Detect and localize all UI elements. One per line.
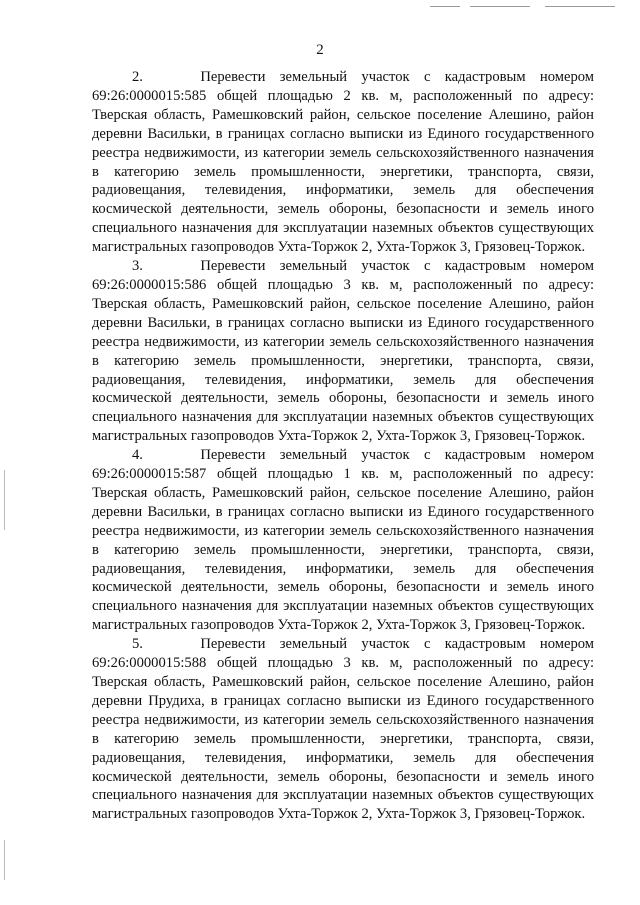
document-body xyxy=(92,68,594,824)
paragraph-text: Перевести земельный участок с кадастровым номером 69:26:0000015:588 общей площадью 3 кв. м, расположенный по адресу: Тверская область, Рамешковский район, сельское поселение Алешино, район деревни Прудиха, в границах согласно выписки из Единого государственного реестра недвижимости, из категории земель сельскохозяйственного назначения в категорию земель промышленности, энергетики, транспорта, связи, радиовещания, телевидения, информатики, земель для обеспечения космической деятельности, земель обороны, безопасности и земель иного специального назначения для эксплуатации наземных объектов существующих магистральных газопроводов Ухта-Торжок 2, Ухта-Торжок 3, Грязовец-Торжок. xyxy=(92,636,595,823)
paragraph-number: 5. xyxy=(132,636,143,653)
scan-edge-artifact xyxy=(4,470,5,530)
paragraph-number: 4. xyxy=(132,447,143,464)
paragraph-item-4 xyxy=(92,446,594,635)
paragraph-number: 3. xyxy=(132,258,143,275)
paragraph-number: 2. xyxy=(132,69,143,85)
page-number: 2 xyxy=(316,42,324,58)
paragraph-text: Перевести земельный участок с кадастровым номером 69:26:0000015:586 общей площадью 3 кв. м, расположенный по адресу: Тверская область, Рамешковский район, сельское поселение Алешино, район деревни Васильки, в границах согласно выписки из Единого государственного реестра недвижимости, из категории земель сельскохозяйственного назначения в категорию земель промышленности, энергетики, транспорта, связи, радиовещания, телевидения, информатики, земель для обеспечения космической деятельности, земель обороны, безопасности и земель иного специального назначения для эксплуатации наземных объектов существующих магистральных газопроводов Ухта-Торжок 2, Ухта-Торжок 3, Грязовец-Торжок. xyxy=(92,258,595,445)
paragraph-text: Перевести земельный участок с кадастровым номером 69:26:0000015:585 общей площадью 2 кв. м, расположенный по адресу: Тверская область, Рамешковский район, сельское поселение Алешино, район деревни Васильки, в границах согласно выписки из Единого государственного реестра недвижимости, из категории земель сельскохозяйственного назначения в категорию земель промышленности, энергетики, транспорта, связи, радиовещания, телевидения, информатики, земель для обеспечения космической деятельности, земель обороны, безопасности и земель иного специального назначения для эксплуатации наземных объектов существующих магистральных газопроводов Ухта-Торжок 2, Ухта-Торжок 3, Грязовец-Торжок. xyxy=(92,69,595,256)
scan-artifact xyxy=(470,6,530,7)
scan-edge-artifact xyxy=(4,840,5,880)
scan-artifact xyxy=(430,6,460,7)
paragraph-item-3 xyxy=(92,257,594,446)
paragraph-item-2 xyxy=(92,68,594,257)
paragraph-item-5 xyxy=(92,635,594,824)
scan-artifact xyxy=(545,6,615,7)
paragraph-text: Перевести земельный участок с кадастровым номером 69:26:0000015:587 общей площадью 1 кв. м, расположенный по адресу: Тверская область, Рамешковский район, сельское поселение Алешино, район деревни Васильки, в границах согласно выписки из Единого государственного реестра недвижимости, из категории земель сельскохозяйственного назначения в категорию земель промышленности, энергетики, транспорта, связи, радиовещания, телевидения, информатики, земель для обеспечения космической деятельности, земель обороны, безопасности и земель иного специального назначения для эксплуатации наземных объектов существующих магистральных газопроводов Ухта-Торжок 2, Ухта-Торжок 3, Грязовец-Торжок. xyxy=(92,447,595,634)
